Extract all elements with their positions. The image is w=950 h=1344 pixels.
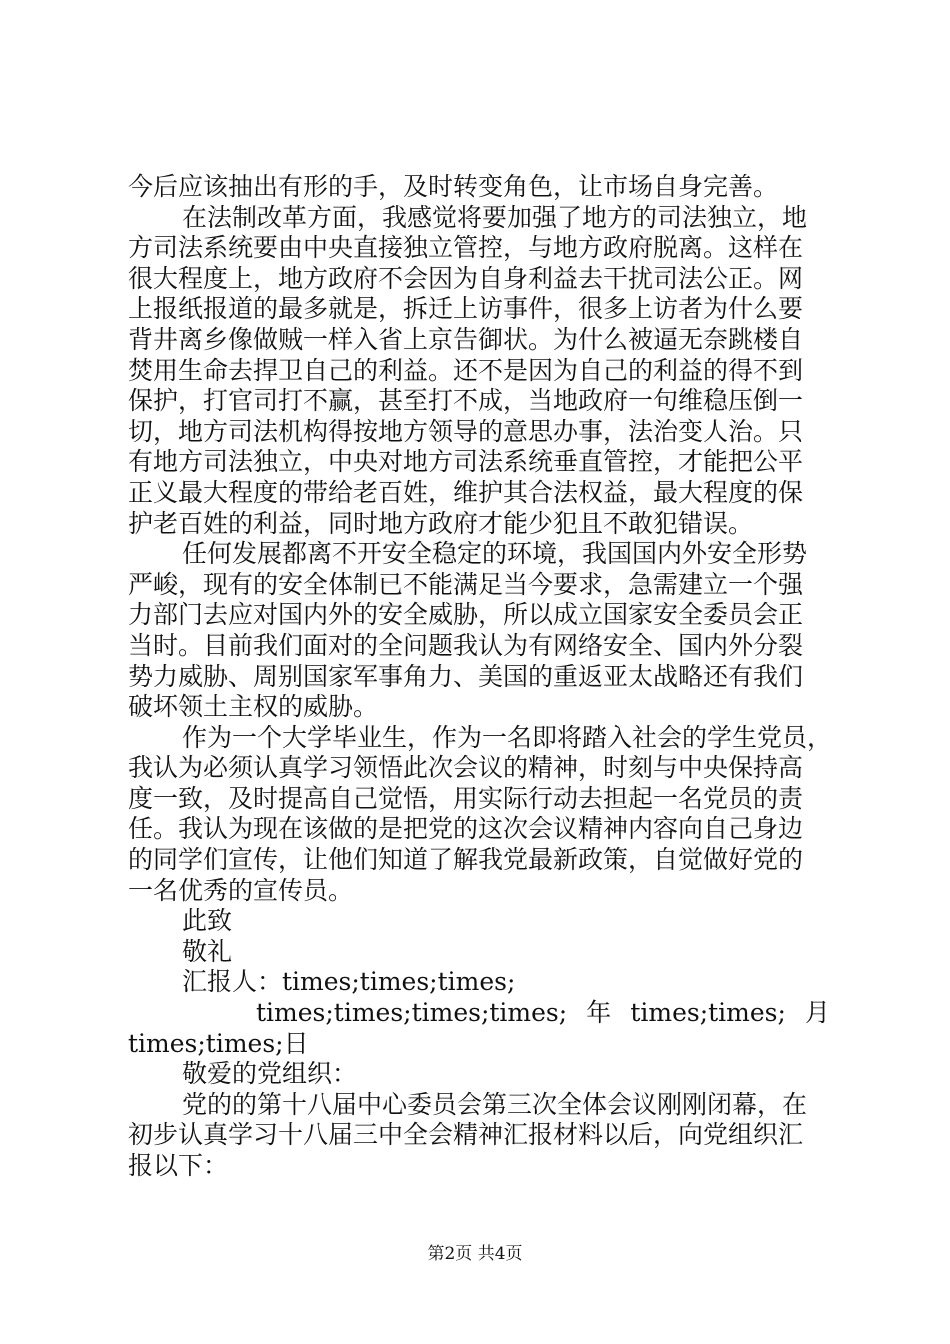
- paragraph-security: [128, 539, 830, 723]
- text-line: 护老百姓的利益，同时地方政府才能少犯且不敢犯错误。: [128, 508, 754, 538]
- date-part: times;times;times;times;: [256, 998, 568, 1028]
- page-number: 第2页 共4页: [427, 1244, 523, 1264]
- text-line: 很大程度上，地方政府不会因为自身利益去干扰司法公正。网: [128, 263, 804, 293]
- text-line: 在法制改革方面，我感觉将要加强了地方的司法独立，地: [182, 202, 808, 232]
- date-year: 年: [586, 998, 612, 1028]
- text-line: 报以下：: [128, 1151, 229, 1180]
- date-line: [128, 998, 830, 1029]
- text-line: 有地方司法独立，中央对地方司法系统垂直管控，才能把公平: [128, 447, 804, 477]
- text-line: 作为一个大学毕业生，作为一名即将踏入社会的学生党员，: [182, 722, 833, 752]
- paragraph-judicial-reform: [128, 203, 830, 540]
- text-line: 切，地方司法机构得按地方领导的意思办事，法治变人治。只: [128, 416, 804, 446]
- text-line: 势力威胁、周别国家军事角力、美国的重返亚太战略还有我们: [128, 661, 804, 691]
- salutation: 敬爱的党组织：: [182, 1059, 358, 1089]
- text-line: 我认为必须认真学习领悟此次会议的精神，时刻与中央保持高: [128, 753, 804, 783]
- closing-line: 此致: [182, 906, 233, 936]
- text-line: 方司法系统要由中央直接独立管控，与地方政府脱离。这样在: [128, 233, 804, 263]
- text-line: 一名优秀的宣传员。: [128, 875, 354, 905]
- document-body: [128, 172, 833, 1182]
- paragraph-report-intro: [128, 1090, 830, 1182]
- text-line: 任何发展都离不开安全稳定的环境，我国国内外安全形势: [182, 539, 808, 569]
- text-line: 今后应该抽出有形的手，及时转变角色，让市场自身完善。: [128, 172, 779, 201]
- text-line: 的同学们宣传，让他们知道了解我党最新政策，自觉做好党的: [128, 845, 804, 875]
- text-line: 党的的第十八届中心委员会第三次全体会议刚刚闭幕，在: [182, 1089, 808, 1119]
- text-line: 背井离乡像做贼一样入省上京告御状。为什么被逼无奈跳楼自: [128, 324, 804, 354]
- closing-line: 敬礼: [182, 936, 233, 966]
- text-line: 当时。目前我们面对的全问题我认为有网络安全、国内外分裂: [128, 630, 804, 660]
- reporter-line: 汇报人：times;times;times;: [182, 967, 516, 997]
- date-part: times;times;: [630, 998, 786, 1028]
- text-line: 保护，打官司打不赢，甚至打不成，当地政府一句维稳压倒一: [128, 386, 804, 416]
- text-line: 上报纸报道的最多就是，拆迁上访事件，很多上访者为什么要: [128, 294, 804, 324]
- text-line: 力部门去应对国内外的安全威胁，所以成立国家安全委员会正: [128, 600, 804, 630]
- text-line: 任。我认为现在该做的是把党的这次会议精神内容向自己身边: [128, 814, 804, 844]
- text-line: 焚用生命去捍卫自己的利益。还不是因为自己的利益的得不到: [128, 355, 804, 385]
- text-line: 正义最大程度的带给老百姓，维护其合法权益，最大程度的保: [128, 477, 804, 507]
- date-line-continued: times;times;日: [128, 1028, 309, 1058]
- text-line: 破坏领土主权的威胁。: [128, 692, 379, 722]
- text-line: 度一致，及时提高自己觉悟，用实际行动去担起一名党员的责: [128, 783, 804, 813]
- paragraph-student-member: [128, 722, 833, 907]
- text-line: 初步认真学习十八届三中全会精神汇报材料以后，向党组织汇: [128, 1120, 804, 1150]
- date-month: 月: [804, 998, 830, 1028]
- text-line: 严峻，现有的安全体制已不能满足当今要求，急需建立一个强: [128, 569, 804, 599]
